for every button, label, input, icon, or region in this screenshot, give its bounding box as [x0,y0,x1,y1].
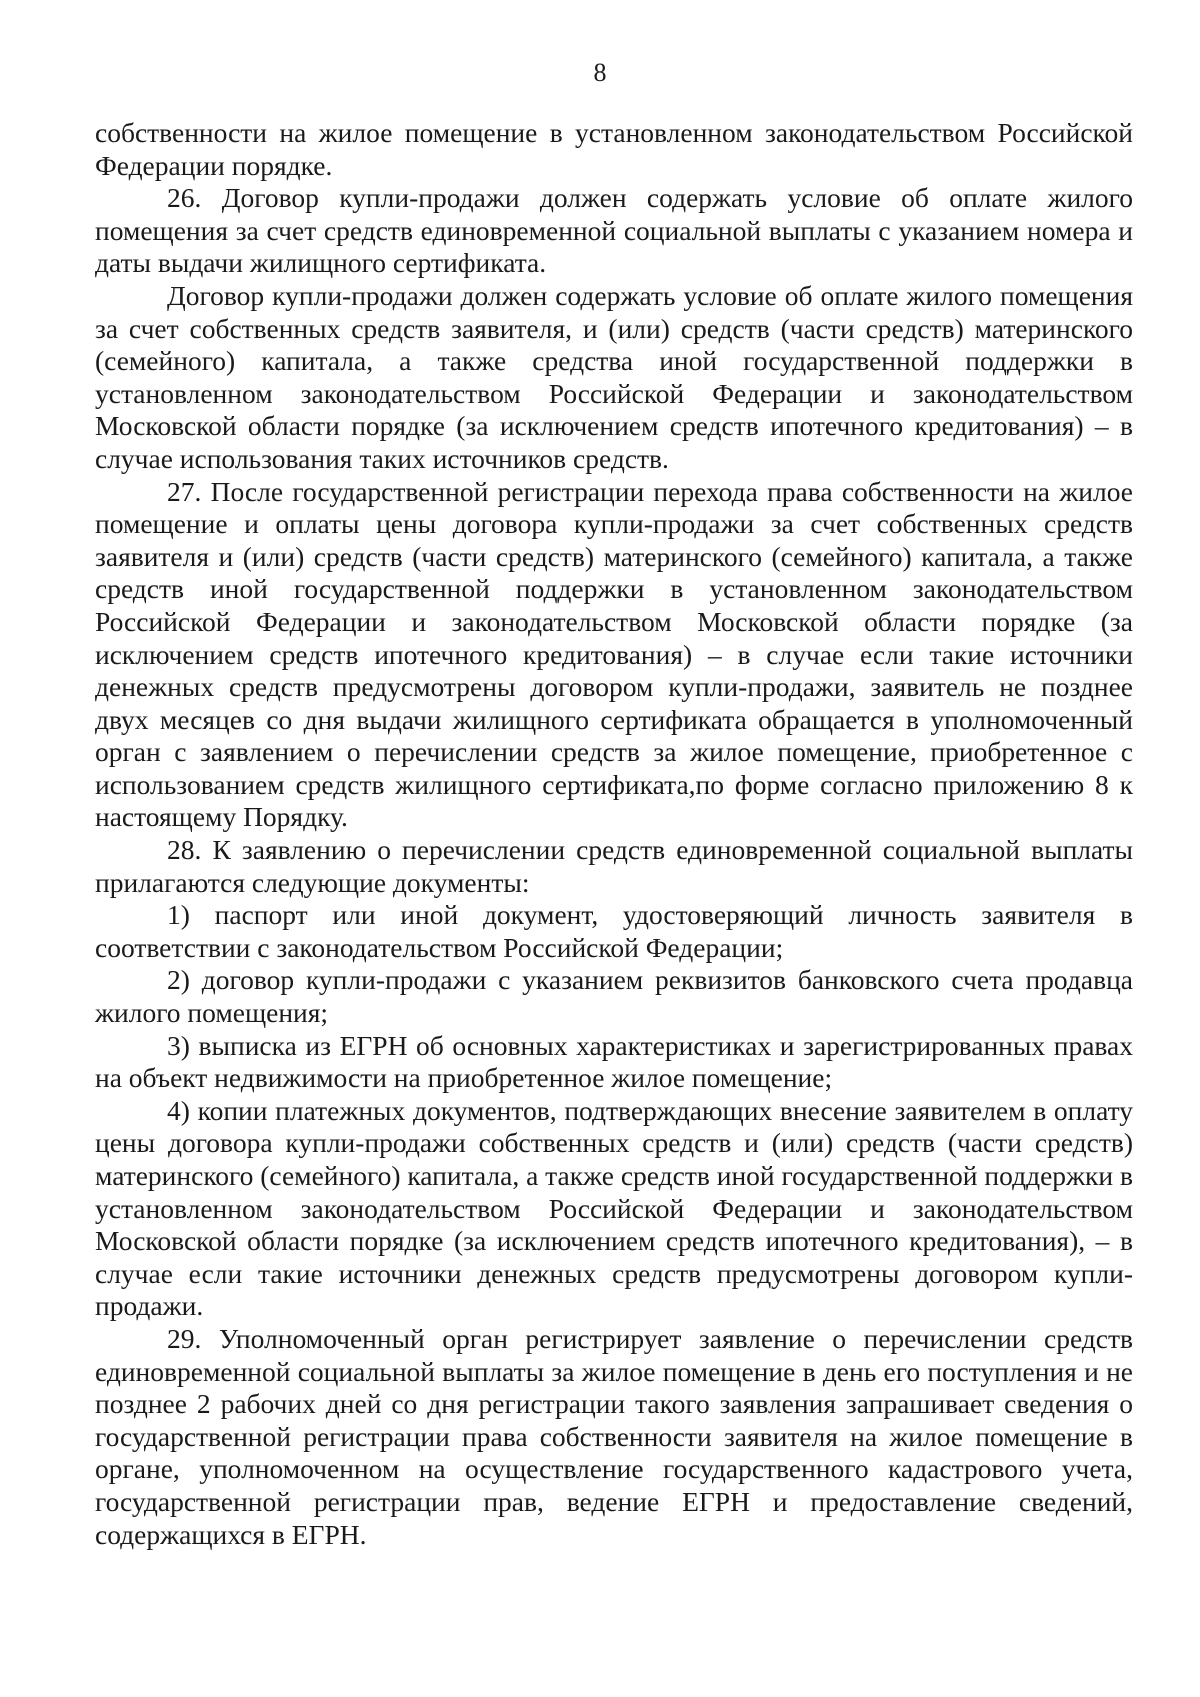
document-body [95,117,1133,1551]
paragraph-26: 26. Договор купли-продажи должен содержать условие об оплате жилого помещения за счет средств единовременной социальной выплаты с указанием номера и даты выдачи жилищного сертификата. [95,182,1133,279]
paragraph-29: 29. Уполномоченный орган регистрирует заявление о перечислении средств единовременной социальной выплаты за жилое помещение в день его поступления и не позднее 2 рабочих дней со дня регистрации такого заявления запрашивает сведения о государственной регистрации права собственности заявителя на жилое помещение в органе, уполномоченном на осуществление государственного кадастрового учета, государственной регистрации прав, ведение ЕГРН и предоставление сведений, содержащихся в ЕГРН. [95,1322,1133,1550]
paragraph-28: 28. К заявлению о перечислении средств единовременной социальной выплаты прилагаются следующие документы: [95,834,1133,898]
paragraph-continuation: собственности на жилое помещение в установленном законодательством Российской Федерации порядке. [95,117,1133,181]
list-item-3: 3) выписка из ЕГРН об основных характеристиках и зарегистрированных правах на объект недвижимости на приобретенное жилое помещение; [95,1029,1133,1094]
list-item-1: 1) паспорт или иной документ, удостоверяющий личность заявителя в соответствии с законодательством Российской Федерации; [95,899,1133,963]
page-number: 8 [593,58,607,87]
list-item-2: 2) договор купли-продажи с указанием реквизитов банковского счета продавца жилого помещения; [95,964,1133,1029]
paragraph-27: 27. После государственной регистрации перехода права собственности на жилое помещение и оплаты цены договора купли-продажи за счет собственных средств заявителя и (или) средств (части средств) материнского (семейного) капитала, а также средств иной государственной поддержки в установленном законодательством Российской Федерации и законодательством Московской области порядке (за исключением средств ипотечного кредитования) – в случае если такие источники денежных средств предусмотрены договором купли-продажи, заявитель не позднее двух месяцев со дня выдачи жилищного сертификата обращается в уполномоченный орган с заявлением о перечислении средств за жилое помещение, приобретенное с использованием средств жилищного сертификата,по форме согласно приложению 8 к настоящему Порядку. [95,475,1133,833]
list-item-4: 4) копии платежных документов, подтверждающих внесение заявителем в оплату цены договора купли-продажи собственных средств и (или) средств (части средств) материнского (семейного) капитала, а также средств иной государственной поддержки в установленном законодательством Российской Федерации и законодательством Московской области порядке (за исключением средств ипотечного кредитования), – в случае если такие источники денежных средств предусмотрены договором купли-продажи. [95,1094,1133,1322]
paragraph-26-contract-terms: Договор купли-продажи должен содержать условие об оплате жилого помещения за счет собственных средств заявителя, и (или) средств (части средств) материнского (семейного) капитала, а также средства иной государственной поддержки в установленном законодательством Российской Федерации и законодательством Московской области порядке (за исключением средств ипотечного кредитования) – в случае использования таких источников средств. [95,279,1133,474]
